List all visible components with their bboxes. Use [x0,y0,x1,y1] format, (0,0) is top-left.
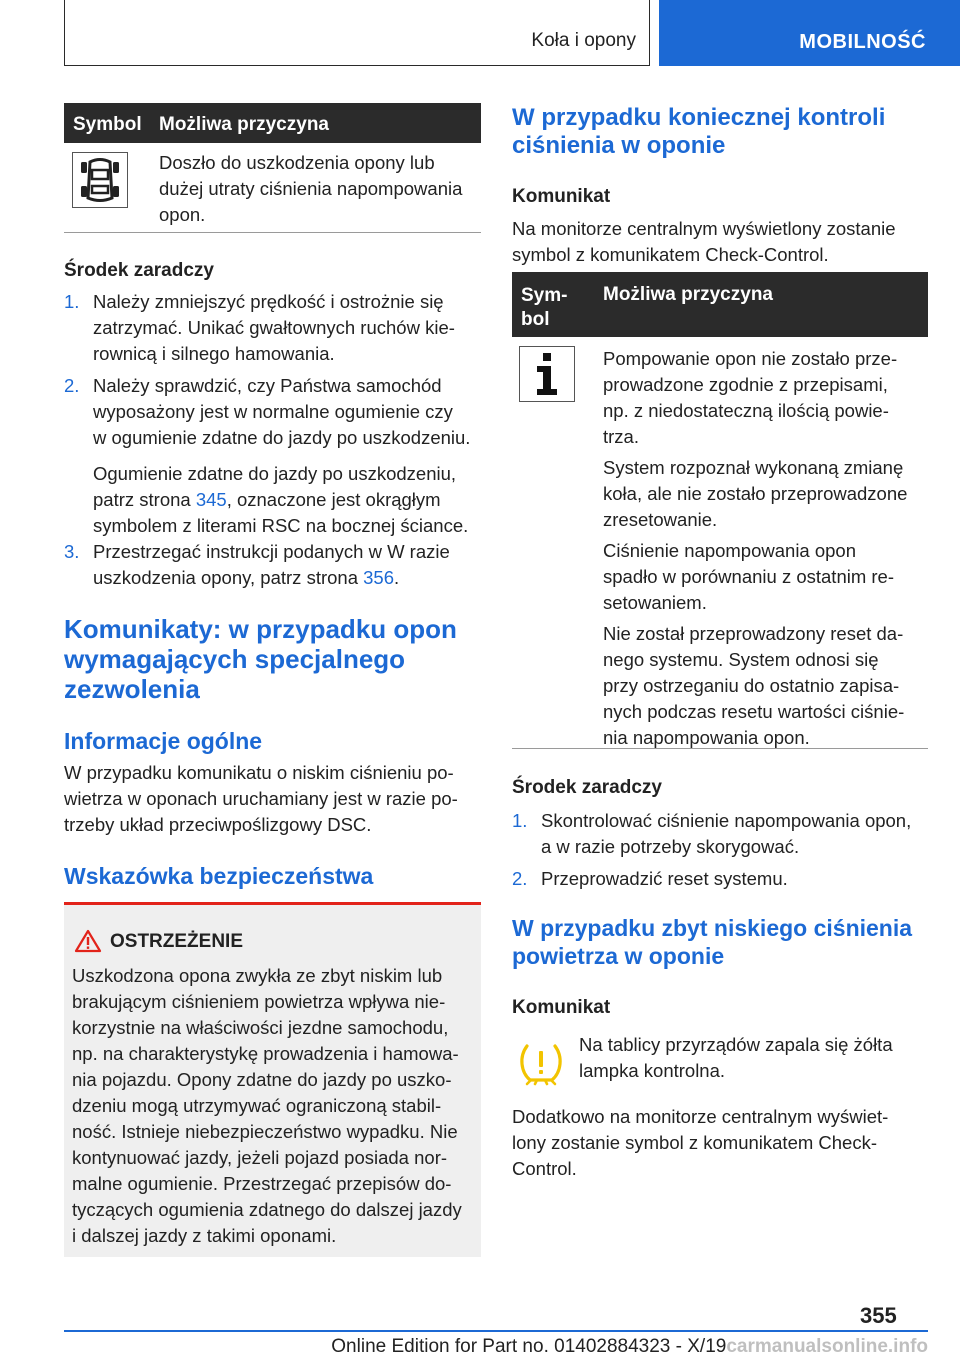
remedy-right-item-2: 2. Przeprowadzić reset systemu. [512,868,788,889]
remedy-left-item-3: 3. Przestrzegać instrukcji podanych w W razie uszkodzenia opony, patrz strona 356. [64,541,450,588]
left-table-cause-text: Doszło do uszkodzenia opony lub dużej utraty ciśnienia napompowania opon. [159,152,463,225]
left-table-rule [64,232,481,233]
car-tyre-icon [80,156,120,204]
header-chapter-tab[interactable]: MOBILNOŚĆ [659,0,960,66]
low-icon-text: Na tablicy przyrządów zapala się żółta lampka kontrolna. [579,1034,893,1081]
left-table-col-cause: Możliwa przyczyna [159,114,329,135]
left-table-col-symbol: Symbol [73,114,142,135]
section-messages-title: Komunikaty: w przypadku opon wymagających specjalnego zezwolenia [64,614,457,704]
footer-edition: Online Edition for Part no. 01402884323 - X/19carmanualsonline.info [331,1336,928,1357]
right-table-cause-text: Pompowanie opon nie zostało prze- prowadzone zgodnie z przepisami, np. z niedostateczną ilością powie- trza. System rozpoznał wykonaną zmianę koła, ale nie zostało przeprowadzone zresetowanie. Ciśnienie napompowania opon spadło w porównaniu z ostatnim re- setowaniem. Nie został przeprowadzony reset da- nego systemu. System odnosi się przy ostrzeganiu do ostatnio zapisa- nych podczas resetu wartości ciśnie- nia napompowania opon. [603,348,908,748]
right-table-col-cause: Możliwa przyczyna [603,284,773,305]
general-info-text: W przypadku komunikatu o niskim ciśnieniu po- wietrza w oponach uruchamiany jest w razie po- trzeby układ przeciwpoślizgowy DSC. [64,762,458,835]
right-table-col-symbol: Sym- bol [521,285,568,330]
left-table-header [64,103,481,143]
page-number: 355 [860,1303,897,1328]
remedy-left-item-1: 1. Należy zmniejszyć prędkość i ostrożnie się zatrzymać. Unikać gwałtownych ruchów kie- rownicą i silnego hamowania. [64,291,455,364]
right-table-icon-frame [519,346,575,402]
right-table-rule [512,748,928,749]
check-message-text: Na monitorze centralnym wyświetlony zostanie symbol z komunikatem Check-Control. [512,218,896,265]
right-table-header [512,272,928,337]
left-table-icon-frame [72,152,128,208]
tpms-warning-icon [518,1042,564,1086]
remedy-left-item-2: 2. Należy sprawdzić, czy Państwa samochód wyposażony jest w normalne ogumienie czy w ogumienie zdatne do jazdy po uszkodzeniu. Ogumienie zdatne do jazdy po uszkodzeniu, patrz strona 345, oznaczone jest okrągłym symbolem z literami RSC na bocznej ściance. [64,375,471,536]
remedy-right-heading: Środek zaradczy [512,777,662,798]
info-icon [532,352,562,396]
warning-box [64,902,481,1257]
header-section-title: Koła i opony [531,30,636,51]
check-message-heading: Komunikat [512,186,611,207]
page-link-356[interactable]: 356 [363,567,394,588]
warning-triangle-icon [74,929,102,953]
section-low-title: W przypadku zbyt niskiego ciśnienia powietrza w oponie [512,915,913,969]
safety-heading: Wskazówka bezpieczeństwa [64,863,374,889]
general-info-heading: Informacje ogólne [64,728,263,754]
section-check-title: W przypadku koniecznej kontroli ciśnienia w oponie [512,104,886,159]
footer-rule [64,1330,928,1332]
low-message-heading: Komunikat [512,997,611,1018]
low-extra-text: Dodatkowo na monitorze centralnym wyświet- lony zostanie symbol z komunikatem Check- Control. [512,1106,889,1179]
remedy-right-item-1: 1. Skontrolować ciśnienie napompowania opon, a w razie potrzeby skorygować. [512,810,912,857]
warning-title: OSTRZEŻENIE [110,931,244,952]
remedy-left-heading: Środek zaradczy [64,260,214,281]
page-link-345[interactable]: 345 [195,489,227,510]
footer-watermark: carmanualsonline.info [726,1336,928,1357]
warning-text: Uszkodzona opona zwykła ze zbyt niskim lub brakującym ciśnieniem powietrza wpływa nie- korzystnie na właściwości jezdne samochodu, np. na charakterystykę prowadzenia i hamowa- nia pojazdu. Opony zdatne do jazdy po uszko- dzeniu mogą utrzymywać ograniczoną stabil- ność. Istnieje niebezpieczeństwo wypadku. Nie kontynuować jazdy, jeżeli pojazd posiada nor- malne ogumienie. Przestrzegać przepisów do- tyczących ogumienia zdatnego do dalszej jazdy i dalszej jazdy z takimi oponami. [72,965,462,1246]
